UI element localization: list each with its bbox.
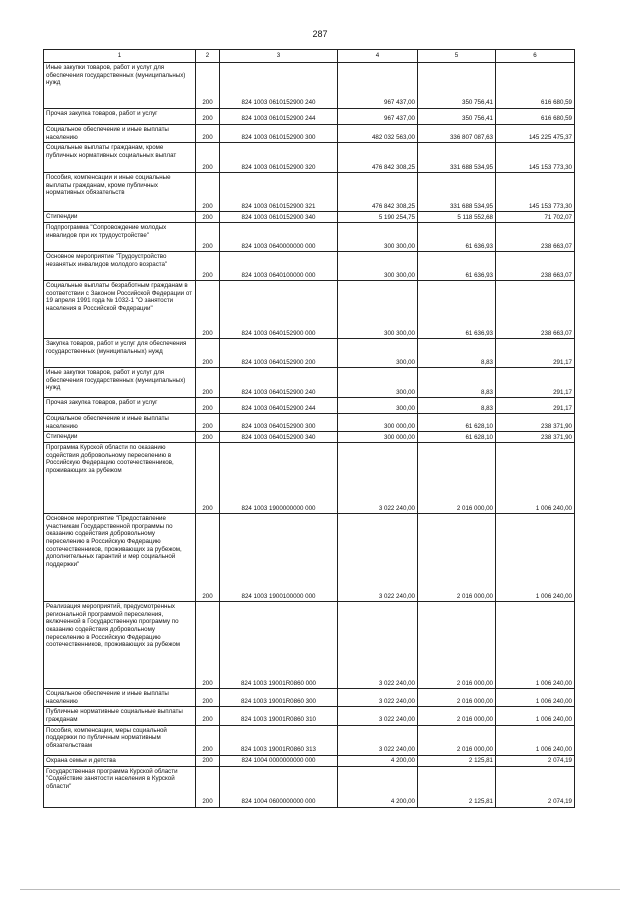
row-value-col5: 8,83 — [418, 339, 496, 368]
header-col-2: 2 — [196, 50, 220, 63]
row-value-col4: 476 842 308,25 — [338, 173, 418, 212]
row-value-col6: 2 074,19 — [496, 766, 575, 807]
row-value-col5: 2 016 000,00 — [418, 514, 496, 602]
row-value-col4: 300 300,00 — [338, 252, 418, 281]
row-value-col5: 2 016 000,00 — [418, 443, 496, 514]
row-value-col6: 1 006 240,00 — [496, 514, 575, 602]
row-value-col6: 291,17 — [496, 339, 575, 368]
row-ved: 200 — [196, 514, 220, 602]
table-row — [44, 109, 575, 125]
row-name: Реализация мероприятий, предусмотренных региональной программой переселения, включенной в Государственную программу по оказанию содействия добровольному переселению в Российскую Федерацию соотечественников, проживающих за рубежом — [44, 602, 196, 689]
row-ved: 200 — [196, 398, 220, 414]
row-value-col5: 336 807 087,63 — [418, 125, 496, 143]
row-code: 824 1003 0640152900 340 — [220, 432, 338, 443]
row-value-col4: 5 190 254,75 — [338, 212, 418, 223]
row-value-col4: 300,00 — [338, 368, 418, 398]
table-row — [44, 252, 575, 281]
row-ved: 200 — [196, 414, 220, 432]
row-ved: 200 — [196, 766, 220, 807]
row-value-col4: 476 842 308,25 — [338, 143, 418, 173]
row-value-col6: 71 702,07 — [496, 212, 575, 223]
row-name: Социальное обеспечение и иные выплаты населению — [44, 125, 196, 143]
row-value-col6: 1 006 240,00 — [496, 725, 575, 755]
row-value-col6: 238 371,90 — [496, 414, 575, 432]
row-ved: 200 — [196, 339, 220, 368]
row-value-col4: 3 022 240,00 — [338, 602, 418, 689]
row-name: Пособия, компенсации и иные социальные выплаты гражданам, кроме публичных нормативных обязательств — [44, 173, 196, 212]
row-name: Иные закупки товаров, работ и услуг для обеспечения государственных (муниципальных) нужд — [44, 368, 196, 398]
row-value-col6: 145 153 773,30 — [496, 173, 575, 212]
row-value-col5: 350 756,41 — [418, 63, 496, 109]
row-value-col5: 61 636,93 — [418, 252, 496, 281]
row-value-col5: 2 016 000,00 — [418, 725, 496, 755]
row-name: Социальное обеспечение и иные выплаты населению — [44, 689, 196, 707]
row-name: Прочая закупка товаров, работ и услуг — [44, 398, 196, 414]
row-ved: 200 — [196, 173, 220, 212]
row-name: Государственная программа Курской области "Содействие занятости населения в Курской области" — [44, 766, 196, 807]
row-value-col5: 5 118 552,68 — [418, 212, 496, 223]
table-body — [44, 63, 575, 808]
row-value-col5: 2 016 000,00 — [418, 689, 496, 707]
row-value-col6: 238 371,90 — [496, 432, 575, 443]
row-ved: 200 — [196, 212, 220, 223]
table-row — [44, 766, 575, 807]
table-row — [44, 443, 575, 514]
row-code: 824 1003 0640152900 000 — [220, 281, 338, 339]
row-value-col6: 238 663,07 — [496, 252, 575, 281]
row-code: 824 1003 0610152900 340 — [220, 212, 338, 223]
row-value-col4: 300 300,00 — [338, 281, 418, 339]
header-col-5: 5 — [418, 50, 496, 63]
table-row — [44, 281, 575, 339]
table-row — [44, 368, 575, 398]
header-col-3: 3 — [220, 50, 338, 63]
row-value-col5: 8,83 — [418, 398, 496, 414]
row-value-col4: 4 200,00 — [338, 766, 418, 807]
table-row — [44, 725, 575, 755]
row-value-col5: 2 016 000,00 — [418, 602, 496, 689]
row-name: Социальные выплаты гражданам, кроме публичных нормативных социальных выплат — [44, 143, 196, 173]
row-code: 824 1003 0640152900 200 — [220, 339, 338, 368]
row-value-col5: 61 628,10 — [418, 414, 496, 432]
row-code: 824 1003 1900100000 000 — [220, 514, 338, 602]
row-value-col4: 300 000,00 — [338, 414, 418, 432]
row-value-col6: 616 680,59 — [496, 109, 575, 125]
row-value-col6: 145 153 773,30 — [496, 143, 575, 173]
table-row — [44, 514, 575, 602]
table-row — [44, 63, 575, 109]
row-code: 824 1003 0610152900 300 — [220, 125, 338, 143]
row-value-col4: 967 437,00 — [338, 109, 418, 125]
row-value-col6: 616 680,59 — [496, 63, 575, 109]
row-value-col6: 1 006 240,00 — [496, 707, 575, 725]
row-code: 824 1003 19001R0860 313 — [220, 725, 338, 755]
row-value-col6: 1 006 240,00 — [496, 443, 575, 514]
row-name: Публичные нормативные социальные выплаты гражданам — [44, 707, 196, 725]
row-ved: 200 — [196, 143, 220, 173]
row-ved: 200 — [196, 689, 220, 707]
row-ved: 200 — [196, 725, 220, 755]
row-value-col4: 300 300,00 — [338, 223, 418, 252]
row-ved: 200 — [196, 707, 220, 725]
row-name: Иные закупки товаров, работ и услуг для обеспечения государственных (муниципальных) нужд — [44, 63, 196, 109]
table-row — [44, 689, 575, 707]
table-row — [44, 414, 575, 432]
row-value-col4: 967 437,00 — [338, 63, 418, 109]
row-code: 824 1003 0610152900 321 — [220, 173, 338, 212]
row-name: Стипендии — [44, 432, 196, 443]
row-value-col5: 61 636,93 — [418, 223, 496, 252]
row-value-col5: 8,83 — [418, 368, 496, 398]
row-name: Стипендии — [44, 212, 196, 223]
row-value-col4: 300 000,00 — [338, 432, 418, 443]
row-value-col4: 3 022 240,00 — [338, 725, 418, 755]
row-value-col4: 3 022 240,00 — [338, 707, 418, 725]
row-ved: 200 — [196, 432, 220, 443]
budget-table — [43, 49, 575, 808]
row-ved: 200 — [196, 443, 220, 514]
row-value-col4: 482 032 563,00 — [338, 125, 418, 143]
row-code: 824 1004 0000000000 000 — [220, 755, 338, 766]
row-name: Социальные выплаты безработным гражданам в соответствии с Законом Российской Федерации от 19 апреля 1991 года № 1032-1 "О занятости населения в Российской Федерации" — [44, 281, 196, 339]
row-name: Подпрограмма "Сопровождение молодых инвалидов при их трудоустройстве" — [44, 223, 196, 252]
row-value-col4: 4 200,00 — [338, 755, 418, 766]
row-code: 824 1003 19001R0860 310 — [220, 707, 338, 725]
table-header-row — [44, 50, 575, 63]
row-value-col6: 1 006 240,00 — [496, 689, 575, 707]
row-name: Социальное обеспечение и иные выплаты населению — [44, 414, 196, 432]
row-value-col6: 145 225 475,37 — [496, 125, 575, 143]
row-value-col4: 3 022 240,00 — [338, 689, 418, 707]
header-col-1: 1 — [44, 50, 196, 63]
row-value-col6: 1 006 240,00 — [496, 602, 575, 689]
row-code: 824 1003 0610152900 240 — [220, 63, 338, 109]
row-code: 824 1003 0640100000 000 — [220, 252, 338, 281]
row-value-col6: 2 074,19 — [496, 755, 575, 766]
header-col-4: 4 — [338, 50, 418, 63]
row-code: 824 1003 0640152900 240 — [220, 368, 338, 398]
row-value-col5: 350 756,41 — [418, 109, 496, 125]
row-name: Закупка товаров, работ и услуг для обеспечения государственных (муниципальных) нужд — [44, 339, 196, 368]
row-code: 824 1003 0610152900 244 — [220, 109, 338, 125]
row-value-col6: 291,17 — [496, 368, 575, 398]
row-value-col4: 300,00 — [338, 339, 418, 368]
row-code: 824 1003 0640152900 300 — [220, 414, 338, 432]
row-value-col5: 2 016 000,00 — [418, 707, 496, 725]
row-ved: 200 — [196, 281, 220, 339]
row-value-col4: 300,00 — [338, 398, 418, 414]
table-row — [44, 212, 575, 223]
row-value-col5: 61 636,93 — [418, 281, 496, 339]
row-code: 824 1004 0600000000 000 — [220, 766, 338, 807]
row-value-col6: 291,17 — [496, 398, 575, 414]
row-code: 824 1003 19001R0860 000 — [220, 602, 338, 689]
table-row — [44, 125, 575, 143]
table-row — [44, 143, 575, 173]
row-code: 824 1003 0640000000 000 — [220, 223, 338, 252]
row-value-col6: 238 663,07 — [496, 223, 575, 252]
row-ved: 200 — [196, 602, 220, 689]
row-code: 824 1003 1900000000 000 — [220, 443, 338, 514]
row-ved: 200 — [196, 223, 220, 252]
table-row — [44, 173, 575, 212]
table-row — [44, 707, 575, 725]
row-value-col6: 238 663,07 — [496, 281, 575, 339]
row-value-col4: 3 022 240,00 — [338, 443, 418, 514]
table-row — [44, 223, 575, 252]
table-row — [44, 755, 575, 766]
page-number: 287 — [312, 29, 328, 39]
table-row — [44, 398, 575, 414]
page-bottom-rule — [20, 889, 620, 890]
row-name: Охрана семьи и детства — [44, 755, 196, 766]
row-value-col5: 61 628,10 — [418, 432, 496, 443]
row-ved: 200 — [196, 109, 220, 125]
row-value-col5: 2 125,81 — [418, 766, 496, 807]
table-row — [44, 602, 575, 689]
row-code: 824 1003 0610152900 320 — [220, 143, 338, 173]
row-ved: 200 — [196, 63, 220, 109]
row-name: Основное мероприятие "Трудоустройство незанятых инвалидов молодого возраста" — [44, 252, 196, 281]
row-ved: 200 — [196, 368, 220, 398]
table-row — [44, 339, 575, 368]
row-value-col4: 3 022 240,00 — [338, 514, 418, 602]
row-name: Прочая закупка товаров, работ и услуг — [44, 109, 196, 125]
row-value-col5: 331 688 534,95 — [418, 143, 496, 173]
row-name: Пособия, компенсации, меры социальной поддержки по публичным нормативным обязательствам — [44, 725, 196, 755]
table-row — [44, 432, 575, 443]
row-ved: 200 — [196, 252, 220, 281]
row-name: Программа Курской области по оказанию содействия добровольному переселению в Российскую Федерацию соотечественников, проживающих за рубежом — [44, 443, 196, 514]
row-code: 824 1003 19001R0860 300 — [220, 689, 338, 707]
row-name: Основное мероприятие "Предоставление участникам Государственной программы по оказанию содействия добровольному переселению в Российскую Федерацию соотечественников, проживающих за рубежом, дополнительных гарантий и мер социальной поддержки" — [44, 514, 196, 602]
row-code: 824 1003 0640152900 244 — [220, 398, 338, 414]
row-ved: 200 — [196, 755, 220, 766]
row-value-col5: 2 125,81 — [418, 755, 496, 766]
row-value-col5: 331 688 534,95 — [418, 173, 496, 212]
row-ved: 200 — [196, 125, 220, 143]
header-col-6: 6 — [496, 50, 575, 63]
